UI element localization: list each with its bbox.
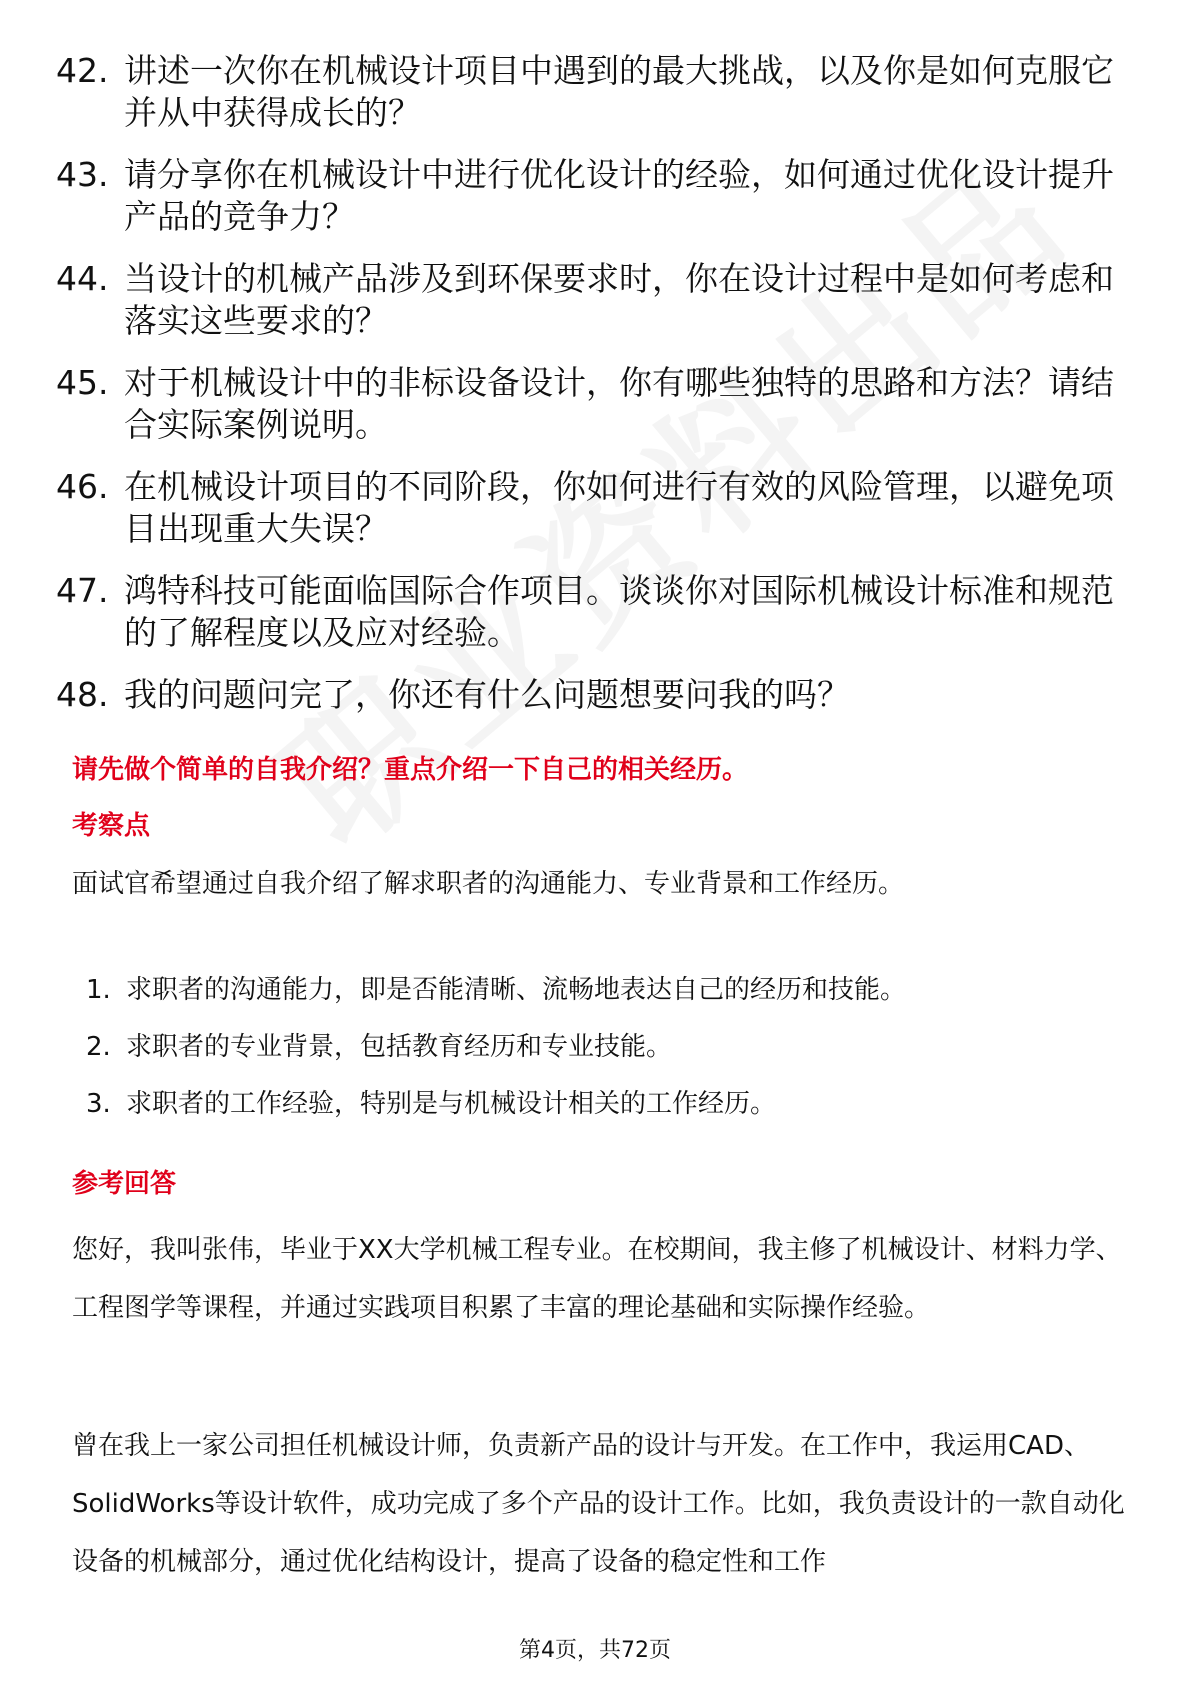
- question-text: 讲述一次你在机械设计项目中遇到的最大挑战，以及你是如何克服它并从中获得成长的？: [124, 51, 1114, 132]
- focus-list: [86, 972, 1126, 1143]
- list-item: [56, 570, 1136, 654]
- question-text: 请分享你在机械设计中进行优化设计的经验，如何通过优化设计提升产品的竞争力？: [124, 155, 1114, 236]
- item-number: 1.: [86, 975, 111, 1005]
- page-number: 第4页，共72页: [519, 1638, 671, 1663]
- question-number: 42.: [56, 51, 109, 90]
- answer-title: 参考回答: [72, 1169, 177, 1199]
- item-number: 2.: [86, 1032, 111, 1062]
- list-item: [86, 1029, 1126, 1065]
- question-text: 鸿特科技可能面临国际合作项目。谈谈你对国际机械设计标准和规范的了解程度以及应对经验。: [124, 571, 1114, 652]
- list-item: [86, 972, 1126, 1008]
- question-number: 44.: [56, 259, 109, 298]
- item-number: 3.: [86, 1089, 111, 1119]
- question-text: 在机械设计项目的不同阶段，你如何进行有效的风险管理，以避免项目出现重大失误？: [124, 467, 1114, 548]
- question-number: 47.: [56, 571, 109, 610]
- list-item: [56, 362, 1136, 446]
- question-text: 当设计的机械产品涉及到环保要求时，你在设计过程中是如何考虑和落实这些要求的？: [124, 259, 1114, 340]
- question-number: 43.: [56, 155, 109, 194]
- list-item: [56, 258, 1136, 342]
- focus-title: 考察点: [72, 811, 151, 841]
- answer-paragraph-1: 您好，我叫张伟，毕业于XX大学机械工程专业。在校期间，我主修了机械设计、材料力学、工程图学等课程，并通过实践项目积累了丰富的理论基础和实际操作经验。: [72, 1235, 1122, 1323]
- question-number: 45.: [56, 363, 109, 402]
- item-text: 求职者的专业背景，包括教育经历和专业技能。: [126, 1032, 673, 1062]
- item-text: 求职者的工作经验，特别是与机械设计相关的工作经历。: [126, 1089, 777, 1119]
- question-list: [56, 50, 1136, 736]
- focus-intro: 面试官希望通过自我介绍了解求职者的沟通能力、专业背景和工作经历。: [72, 869, 905, 899]
- question-number: 46.: [56, 467, 109, 506]
- list-item: [86, 1086, 1126, 1122]
- question-text: 我的问题问完了，你还有什么问题想要问我的吗？: [124, 675, 850, 714]
- question-number: 48.: [56, 675, 109, 714]
- question-text: 对于机械设计中的非标设备设计，你有哪些独特的思路和方法？请结合实际案例说明。: [124, 363, 1114, 444]
- list-item: [56, 674, 1136, 716]
- list-item: [56, 466, 1136, 550]
- list-item: [56, 154, 1136, 238]
- list-item: [56, 50, 1136, 134]
- section-heading: 请先做个简单的自我介绍？重点介绍一下自己的相关经历。: [72, 755, 749, 785]
- item-text: 求职者的沟通能力，即是否能清晰、流畅地表达自己的经历和技能。: [126, 975, 907, 1005]
- answer-paragraph-2: 曾在我上一家公司担任机械设计师，负责新产品的设计与开发。在工作中，我运用CAD、SolidWorks等设计软件，成功完成了多个产品的设计工作。比如，我负责设计的一款自动化设备的机械部分，通过优化结构设计，提高了设备的稳定性和工作: [72, 1431, 1125, 1577]
